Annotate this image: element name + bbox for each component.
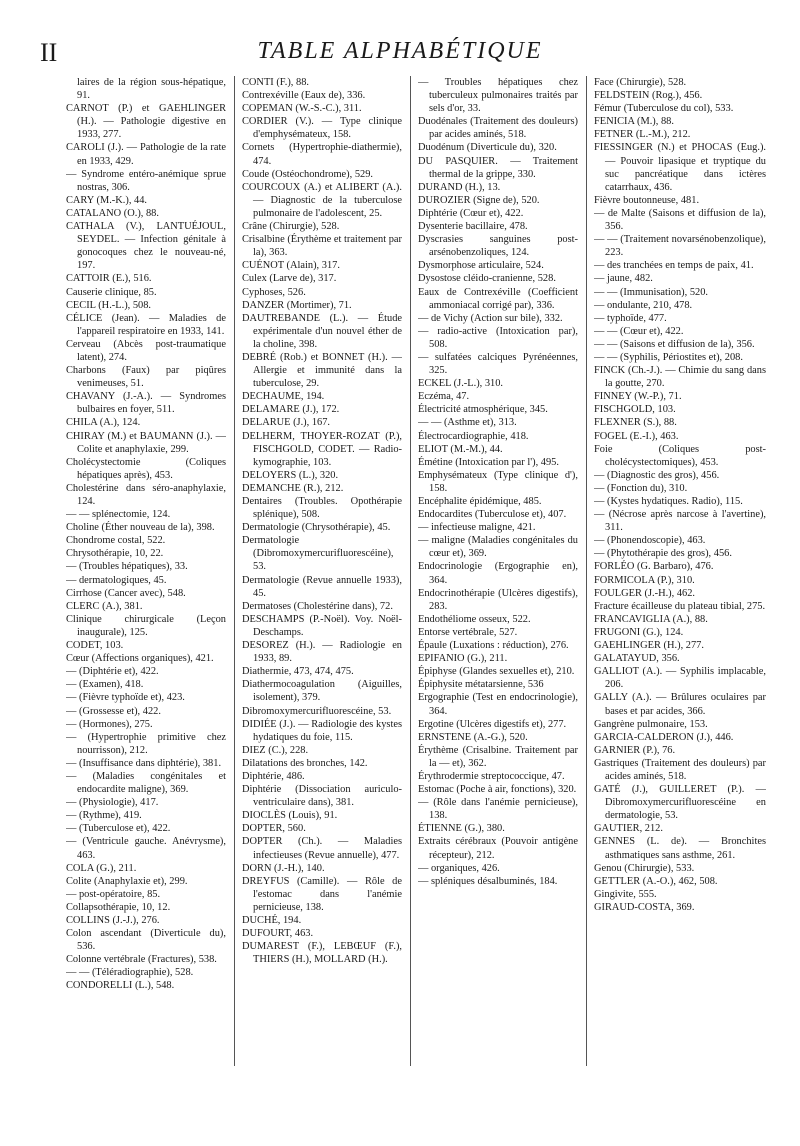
index-entry: CÉLICE (Jean). — Maladies de l'appareil respiratoire en 1933, 141.: [66, 312, 226, 337]
index-entry: DUCHÉ, 194.: [242, 915, 302, 926]
index-entry: Dermatologie (Revue annuelle 1933), 45.: [242, 574, 402, 599]
index-entry: — (Kystes hydatiques. Radio), 115.: [594, 496, 743, 507]
index-entry: GATÉ (J.), GUILLERET (P.). — Dibromoxymercurifluorescéine en dermatologie, 53.: [594, 784, 766, 822]
index-entry: — (Hypertrophie primitive chez nourrisson), 212.: [66, 731, 226, 756]
index-entry: — dermatologiques, 45.: [66, 574, 167, 586]
index-entry: CARY (M.-K.), 44.: [66, 194, 148, 206]
index-entry: Fémur (Tuberculose du col), 533.: [594, 103, 734, 115]
index-entry: Épaule (Luxations : réduction), 276.: [418, 640, 569, 652]
index-entry: GIRAUD-COSTA, 369.: [594, 901, 695, 913]
index-entry: CAROLI (J.). — Pathologie de la rate en 1933, 429.: [66, 142, 226, 167]
index-entry: Ergotine (Ulcères digestifs et), 277.: [418, 718, 567, 730]
index-entry: Érythème (Crisalbine. Traitement par la — et), 362.: [418, 744, 578, 769]
index-entry: Contrexéville (Eaux de), 336.: [242, 90, 366, 102]
page-header: [0, 38, 800, 78]
index-entry: DUMAREST (F.), LEBŒUF (F.), THIERS (H.), MOLLARD (H.).: [242, 941, 402, 966]
index-entry: Fracture écailleuse du plateau tibial, 275.: [594, 600, 766, 612]
index-entry: ÉTIENNE (G.), 380.: [418, 823, 505, 835]
index-entry: FISCHGOLD, 103.: [594, 404, 676, 416]
index-entry: Cholestérine dans séro-anaphylaxie, 124.: [66, 482, 226, 507]
index-entry: Estomac (Poche à air, fonctions), 320.: [418, 784, 577, 796]
index-entry: CHILA (A.), 124.: [66, 417, 141, 429]
index-entry: Clinique chirurgicale (Leçon inaugurale), 125.: [66, 613, 226, 638]
index-entry: DOPTER (Ch.). — Maladies infectieuses (Revue annuelle), 477.: [242, 836, 402, 861]
index-entry: — (Examen), 418.: [66, 679, 144, 691]
index-entry: Diphtérie (Dissociation auriculo-ventriculaire dans), 381.: [242, 784, 402, 809]
index-entry: FORLÉO (G. Barbaro), 476.: [594, 561, 714, 573]
index-entry: — (Insuffisance dans diphtérie), 381.: [66, 757, 222, 769]
index-entry: DESCHAMPS (P.-Noël). Voy. Noël-Deschamps.: [242, 613, 402, 638]
index-entry: — (Ventricule gauche. Anévrysme), 463.: [66, 836, 226, 861]
index-entry: Gangrène pulmonaire, 153.: [594, 718, 708, 730]
index-entry: — infectieuse maligne, 421.: [418, 522, 536, 534]
index-entry: — (Rythme), 419.: [66, 810, 142, 822]
index-entry: CATTOIR (E.), 516.: [66, 273, 152, 285]
index-entry: Cornets (Hypertrophie-diathermie), 474.: [242, 142, 402, 167]
index-entry: Dysenterie bacillaire, 478.: [418, 221, 528, 233]
column-divider: [234, 76, 235, 1066]
index-entry: Dermatoses (Cholestérine dans), 72.: [242, 600, 393, 612]
index-entry: DOPTER, 560.: [242, 823, 306, 835]
index-entry: Dilatations des bronches, 142.: [242, 757, 368, 769]
index-entry: Diathermocoagulation (Aiguilles, isolement), 379.: [242, 679, 402, 704]
index-entry: — (Rôle dans l'anémie pernicieuse), 138.: [418, 797, 578, 822]
index-entry: Cirrhose (Cancer avec), 548.: [66, 587, 186, 599]
index-entry: DEBRÉ (Rob.) et BONNET (H.). — Allergie et immunité dans la tuberculose, 29.: [242, 351, 402, 390]
index-entry: ERNSTENE (A.-G.), 520.: [418, 731, 528, 743]
index-entry: FRANCAVIGLIA (A.), 88.: [594, 613, 708, 625]
index-entry: CECIL (H.-L.), 508.: [66, 299, 152, 311]
index-entry: — post-opératoire, 85.: [66, 888, 161, 900]
page-title: TABLE ALPHABÉTIQUE: [257, 38, 543, 64]
index-entry: COLA (G.), 211.: [66, 862, 137, 874]
index-entry: Dysostose cléido-cranienne, 528.: [418, 273, 556, 285]
index-entry: — des tranchées en temps de paix, 41.: [594, 260, 754, 272]
index-entry: — (Hormones), 275.: [66, 718, 153, 730]
index-entry: FOGEL (E.-I.), 463.: [594, 430, 679, 442]
index-entry: CUÉNOT (Alain), 317.: [242, 260, 340, 272]
index-entry: CATHALA (V.), LANTUÉJOUL, SEYDEL. — Infection génitale à gonocoques chez le nouveau-né, 197.: [66, 221, 226, 272]
index-entry: ELIOT (M.-M.), 44.: [418, 443, 503, 455]
index-entry: Foie (Coliques post-cholécystectomiques), 453.: [594, 443, 766, 468]
index-entry: Émétine (Intoxication par l'), 495.: [418, 456, 559, 468]
index-entry: — (Tuberculose et), 422.: [66, 823, 171, 835]
index-entry: FENICIA (M.), 88.: [594, 116, 674, 128]
index-entry: DELAMARE (J.), 172.: [242, 404, 340, 416]
index-entry: — sulfatées calciques Pyrénéennes, 325.: [418, 351, 578, 377]
index-entry: GAUTIER, 212.: [594, 823, 663, 835]
index-entry: — ondulante, 210, 478.: [594, 299, 693, 311]
index-entry: CLERC (A.), 381.: [66, 600, 143, 612]
index-entry: — radio-active (Intoxication par), 508.: [418, 325, 578, 350]
index-entry: Extraits cérébraux (Pouvoir antigène récepteur), 212.: [418, 836, 578, 861]
index-entry: GENNES (L. de). — Bronchites asthmatiques sans asthme, 261.: [594, 836, 766, 861]
index-entry: — de Malte (Saisons et diffusion de la), 356.: [594, 207, 766, 233]
index-entry: Endothéliome osseux, 522.: [418, 613, 531, 625]
index-entry: — — (Cœur et), 422.: [594, 325, 684, 337]
index-entry: — (Diagnostic des gros), 456.: [594, 469, 720, 481]
index-entry: DORN (J.-H.), 140.: [242, 862, 325, 874]
index-entry: DU PASQUIER. — Traitement thermal de la grippe, 330.: [418, 155, 578, 180]
index-entry: Eczéma, 47.: [418, 391, 470, 403]
index-entry: — — (Traitement novarsénobenzolique), 223.: [594, 234, 766, 259]
index-entry: DUFOURT, 463.: [242, 928, 314, 940]
index-entry: — — (Asthme et), 313.: [418, 417, 517, 429]
index-entry: FINCK (Ch.-J.). — Chimie du sang dans la goutte, 270.: [594, 365, 766, 390]
index-entry: FRUGONI (G.), 124.: [594, 626, 684, 638]
index-entry: — (Phytothérapie des gros), 456.: [594, 548, 732, 560]
index-entry: CONDORELLI (L.), 548.: [66, 980, 175, 992]
index-entry: DELARUE (J.), 167.: [242, 417, 331, 429]
index-entry: Collapsothérapie, 10, 12.: [66, 901, 171, 913]
index-entry: Gastriques (Traitement des douleurs) par acides aminés, 518.: [594, 757, 766, 782]
index-entry: GETTLER (A.-O.), 462, 508.: [594, 875, 718, 887]
index-entry: Causerie clinique, 85.: [66, 286, 157, 298]
index-entry: DELOYERS (L.), 320.: [242, 469, 339, 481]
index-entry: Face (Chirurgie), 528.: [594, 77, 687, 88]
index-entry: Diathermie, 473, 474, 475.: [242, 666, 354, 678]
index-entry: CORDIER (V.). — Type clinique d'emphysémateux, 158.: [242, 116, 402, 141]
index-entry: — de Vichy (Action sur bile), 332.: [418, 312, 563, 324]
index-entry: DEMANCHE (R.), 212.: [242, 482, 344, 494]
index-entry: — organiques, 426.: [418, 862, 500, 874]
index-entry: Épiphyse (Glandes sexuelles et), 210.: [418, 666, 575, 678]
index-entry: — (Fièvre typhoïde et), 423.: [66, 692, 185, 704]
index-entry: — typhoïde, 477.: [594, 312, 667, 324]
index-entry: GALATAYUD, 356.: [594, 653, 680, 665]
index-entry: DANZER (Mortimer), 71.: [242, 299, 352, 311]
index-entry: Endocrinothérapie (Ulcères digestifs), 283.: [418, 587, 578, 612]
index-entry: — maligne (Maladies congénitales du cœur et), 369.: [418, 535, 578, 560]
index-entry: Chondrome costal, 522.: [66, 535, 166, 547]
index-entry: Électrocardiographie, 418.: [418, 430, 529, 442]
index-entry: CATALANO (O.), 88.: [66, 207, 159, 219]
index-entry: Crâne (Chirurgie), 528.: [242, 221, 340, 233]
index-entry: — (Fonction du), 310.: [594, 482, 688, 494]
index-entry: — (Phonendoscopie), 463.: [594, 535, 706, 547]
index-entry: Dyscrasies sanguines post-arsénobenzoliques, 124.: [418, 234, 578, 259]
index-entry: Cyphoses, 526.: [242, 286, 306, 298]
index-entry: Cholécystectomie (Coliques hépatiques après), 453.: [66, 456, 226, 481]
index-entry: FINNEY (W.-P.), 71.: [594, 391, 682, 403]
index-entry: Érythrodermie streptococcique, 47.: [418, 770, 565, 782]
index-entry: DESOREZ (H.). — Radiologie en 1933, 89.: [242, 640, 402, 665]
index-entry: Colite (Anaphylaxie et), 299.: [66, 875, 188, 887]
index-column-2: [242, 76, 402, 1076]
index-entry: Endocrinologie (Ergographie en), 364.: [418, 561, 578, 586]
index-entry: Emphysémateux (Type clinique d'), 158.: [418, 469, 578, 494]
index-entry: CARNOT (P.) et GAEHLINGER (H.). — Pathologie digestive en 1933, 277.: [66, 103, 226, 141]
index-entry: — jaune, 482.: [594, 273, 653, 285]
index-entry: Entorse vertébrale, 527.: [418, 626, 518, 638]
index-entry: ECKEL (J.-L.), 310.: [418, 378, 504, 390]
index-entry: DREYFUS (Camille). — Rôle de l'estomac dans l'anémie pernicieuse, 138.: [242, 875, 402, 913]
index-entry: — (Diphtérie et), 422.: [66, 666, 159, 678]
column-divider: [586, 76, 587, 1066]
index-entry: Dibromoxymercurifluorescéine, 53.: [242, 705, 392, 717]
index-entry: Fièvre boutonneuse, 481.: [594, 194, 700, 206]
index-entry: Épiphysite métatarsienne, 536: [418, 679, 544, 691]
index-entry: Dentaires (Troubles. Opothérapie splénique), 508.: [242, 496, 402, 521]
index-entry: DECHAUME, 194.: [242, 391, 325, 403]
index-entry: Coude (Ostéochondrome), 529.: [242, 168, 374, 180]
index-entry: FORMICOLA (P.), 310.: [594, 574, 695, 586]
index-entry: — — splénectomie, 124.: [66, 509, 171, 521]
index-entry: DURAND (H.), 13.: [418, 181, 501, 193]
index-entry: Cerveau (Abcès post-traumatique latent), 274.: [66, 338, 226, 363]
index-column-4: [594, 76, 766, 1076]
index-entry: Genou (Chirurgie), 533.: [594, 862, 695, 874]
index-entry: Duodénales (Traitement des douleurs) par acides aminés, 518.: [418, 116, 578, 141]
index-entry: — Troubles hépatiques chez tuberculeux pulmonaires traités par sels d'or, 33.: [418, 77, 578, 115]
index-entry: DIDIÉE (J.). — Radiologie des kystes hydatiques du foie, 115.: [242, 718, 402, 743]
index-entry: Dysmorphose articulaire, 524.: [418, 260, 544, 272]
index-entry: FOULGER (J.-H.), 462.: [594, 587, 696, 599]
index-entry: — spléniques désalbuminés, 184.: [418, 875, 558, 887]
index-entry: FETNER (L.-M.), 212.: [594, 129, 691, 141]
index-entry: — (Grossesse et), 422.: [66, 705, 161, 717]
index-entry: GARCIA-CALDERON (J.), 446.: [594, 731, 734, 743]
index-entry: Duodénum (Diverticule du), 320.: [418, 142, 557, 154]
index-entry: GARNIER (P.), 76.: [594, 744, 676, 756]
index-entry: FELDSTEIN (Rog.), 456.: [594, 90, 703, 102]
index-entry: Cœur (Affections organiques), 421.: [66, 653, 214, 665]
index-entry: CONTI (F.), 88.: [242, 77, 309, 88]
index-entry: Diphtérie (Cœur et), 422.: [418, 207, 524, 219]
column-divider: [410, 76, 411, 1066]
index-entry: Dermatologie (Chrysothérapie), 45.: [242, 522, 391, 534]
index-entry: DUROZIER (Signe de), 520.: [418, 194, 540, 206]
index-entry: laires de la région sous-hépatique, 91.: [77, 77, 226, 102]
index-entry: Électricité atmosphérique, 345.: [418, 404, 548, 416]
index-entry: — — (Téléradiographie), 528.: [66, 967, 194, 979]
index-entry: COURCOUX (A.) et ALIBERT (A.). — Diagnostic de la tuberculose pulmonaire de l'adolescent, 25.: [242, 181, 402, 219]
index-entry: Culex (Larve de), 317.: [242, 273, 337, 285]
index-entry: Chrysothérapie, 10, 22.: [66, 548, 164, 560]
index-entry: Encéphalite épidémique, 485.: [418, 496, 542, 507]
index-entry: DIOCLÈS (Louis), 91.: [242, 810, 338, 822]
index-entry: — (Troubles hépatiques), 33.: [66, 561, 188, 573]
index-entry: GALLIOT (A.). — Syphilis implacable, 206.: [594, 666, 766, 691]
index-entry: CODET, 103.: [66, 640, 124, 652]
index-entry: COPEMAN (W.-S.-C.), 311.: [242, 103, 362, 115]
index-entry: CHIRAY (M.) et BAUMANN (J.). — Colite et anaphylaxie, 299.: [66, 430, 226, 455]
index-entry: — — (Saisons et diffusion de la), 356.: [594, 338, 755, 350]
index-entry: DIEZ (C.), 228.: [242, 744, 309, 756]
page-number: II: [40, 38, 58, 67]
index-entry: Colonne vertébrale (Fractures), 538.: [66, 954, 217, 966]
index-entry: Choline (Éther nouveau de la), 398.: [66, 522, 215, 534]
index-entry: FIESSINGER (N.) et PHOCAS (Eug.). — Pouvoir lipasique et tryptique du suc pancréatique dans ictères catarrhaux, 436.: [594, 142, 766, 193]
index-entry: — — (Immunisation), 520.: [594, 286, 708, 298]
index-entry: FLEXNER (S.), 88.: [594, 417, 677, 429]
index-entry: Endocardites (Tuberculose et), 407.: [418, 509, 567, 521]
index-entry: Dermatologie (Dibromoxymercurifluorescéine), 53.: [242, 535, 394, 573]
index-entry: Diphtérie, 486.: [242, 770, 305, 782]
index-entry: DAUTREBANDE (L.). — Étude expérimentale d'un nouvel éther de la choline, 398.: [242, 312, 402, 350]
index-entry: DELHERM, THOYER-ROZAT (P.), FISCHGOLD, CODET. — Radio-kymographie, 103.: [242, 430, 402, 468]
index-entry: — (Nécrose après narcose à l'avertine), 311.: [594, 509, 766, 534]
index-entry: GAEHLINGER (H.), 277.: [594, 640, 704, 652]
index-entry: — — (Syphilis, Périostites et), 208.: [594, 351, 743, 363]
index-entry: GALLY (A.). — Brûlures oculaires par bases et par acides, 366.: [594, 692, 766, 717]
index-column-3: [418, 76, 578, 1076]
index-column-1: [66, 76, 226, 1076]
index-entry: — Syndrome entéro-anémique sprue nostras, 306.: [66, 168, 226, 193]
index-entry: CHAVANY (J.-A.). — Syndromes bulbaires en foyer, 511.: [66, 391, 226, 416]
index-entry: Eaux de Contrexéville (Coefficient ammoniacal corrigé par), 336.: [418, 286, 578, 311]
index-entry: COLLINS (J.-J.), 276.: [66, 915, 160, 926]
index-entry: Gingivite, 555.: [594, 888, 657, 900]
index-entry: — (Maladies congénitales et endocardite maligne), 369.: [66, 770, 226, 796]
index-entry: Charbons (Faux) par piqûres venimeuses, 51.: [66, 365, 226, 390]
index-entry: — (Physiologie), 417.: [66, 797, 159, 809]
index-entry: EPIFANIO (G.), 211.: [418, 653, 508, 665]
index-entry: Crisalbine (Érythème et traitement par la), 363.: [242, 234, 402, 259]
index-entry: Ergographie (Test en endocrinologie), 364.: [418, 692, 578, 717]
index-entry: Colon ascendant (Diverticule du), 536.: [66, 928, 226, 953]
